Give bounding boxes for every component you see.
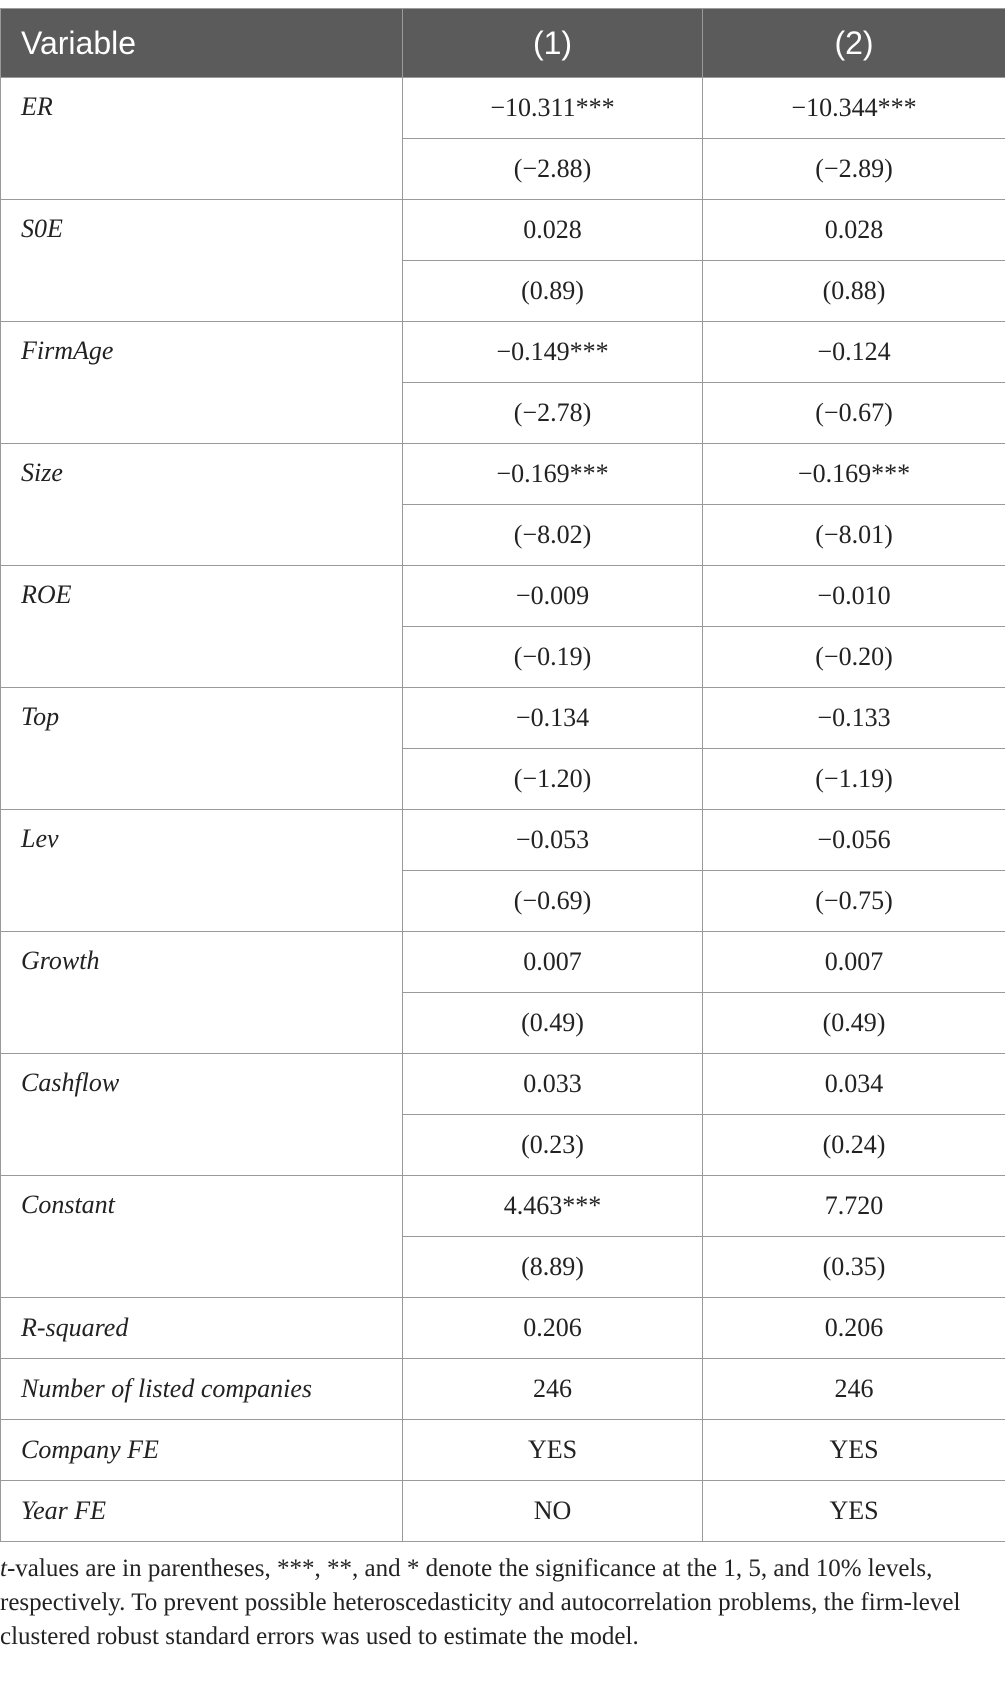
- stat-value-cell: 0.206: [703, 1298, 1005, 1359]
- t-value-cell: (−8.01): [703, 505, 1005, 566]
- coefficient-cell: −10.344***: [703, 78, 1005, 139]
- coefficient-cell: −0.169***: [703, 444, 1005, 505]
- table-row: [1, 688, 1005, 749]
- stat-name: Year FE: [1, 1481, 403, 1542]
- coefficient-cell: −0.134: [403, 688, 703, 749]
- variable-name: ER: [1, 78, 403, 200]
- variable-name: Lev: [1, 810, 403, 932]
- variable-name: FirmAge: [1, 322, 403, 444]
- t-value-cell: (−0.67): [703, 383, 1005, 444]
- table-row: [1, 200, 1005, 261]
- t-value-cell: (0.89): [403, 261, 703, 322]
- stat-row: [1, 1298, 1005, 1359]
- stat-row: [1, 1481, 1005, 1542]
- stat-name: Company FE: [1, 1420, 403, 1481]
- stat-value-cell: 246: [703, 1359, 1005, 1420]
- stat-row: [1, 1359, 1005, 1420]
- table-row: [1, 1054, 1005, 1115]
- t-value-cell: (0.23): [403, 1115, 703, 1176]
- coefficient-cell: −0.133: [703, 688, 1005, 749]
- variable-name: Cashflow: [1, 1054, 403, 1176]
- table-row: [1, 932, 1005, 993]
- coefficient-cell: −10.311***: [403, 78, 703, 139]
- t-value-cell: (0.49): [403, 993, 703, 1054]
- header-variable: Variable: [1, 9, 403, 78]
- t-value-cell: (−0.19): [403, 627, 703, 688]
- footnote-lead: t: [0, 1555, 7, 1582]
- t-value-cell: (−0.69): [403, 871, 703, 932]
- stat-value-cell: 246: [403, 1359, 703, 1420]
- t-value-cell: (0.88): [703, 261, 1005, 322]
- t-value-cell: (0.49): [703, 993, 1005, 1054]
- t-value-cell: (0.24): [703, 1115, 1005, 1176]
- stat-row: [1, 1420, 1005, 1481]
- table-row: [1, 78, 1005, 139]
- t-value-cell: (−0.75): [703, 871, 1005, 932]
- t-value-cell: (−2.78): [403, 383, 703, 444]
- variable-name: Top: [1, 688, 403, 810]
- t-value-cell: (−0.20): [703, 627, 1005, 688]
- variable-name: Growth: [1, 932, 403, 1054]
- stat-name: Number of listed companies: [1, 1359, 403, 1420]
- table-row: [1, 810, 1005, 871]
- table-header: [1, 9, 1005, 78]
- stat-value-cell: 0.206: [403, 1298, 703, 1359]
- header-row: [1, 9, 1005, 78]
- stat-value-cell: YES: [703, 1420, 1005, 1481]
- table-row: [1, 444, 1005, 505]
- t-value-cell: (−1.19): [703, 749, 1005, 810]
- stat-value-cell: YES: [703, 1481, 1005, 1542]
- table-row: [1, 322, 1005, 383]
- regression-results-table: [0, 8, 1005, 1542]
- variable-name: Constant: [1, 1176, 403, 1298]
- header-model-1: (1): [403, 9, 703, 78]
- coefficient-cell: 0.007: [703, 932, 1005, 993]
- variable-name: ROE: [1, 566, 403, 688]
- coefficient-cell: 7.720: [703, 1176, 1005, 1237]
- table-body: [1, 78, 1005, 1542]
- coefficient-cell: −0.010: [703, 566, 1005, 627]
- coefficient-cell: −0.009: [403, 566, 703, 627]
- coefficient-cell: 0.007: [403, 932, 703, 993]
- t-value-cell: (0.35): [703, 1237, 1005, 1298]
- coefficient-cell: 0.028: [703, 200, 1005, 261]
- coefficient-cell: −0.169***: [403, 444, 703, 505]
- t-value-cell: (−2.88): [403, 139, 703, 200]
- header-model-2: (2): [703, 9, 1005, 78]
- stat-value-cell: NO: [403, 1481, 703, 1542]
- coefficient-cell: −0.053: [403, 810, 703, 871]
- t-value-cell: (8.89): [403, 1237, 703, 1298]
- table-footnote: [0, 1552, 1000, 1654]
- coefficient-cell: 0.034: [703, 1054, 1005, 1115]
- coefficient-cell: 4.463***: [403, 1176, 703, 1237]
- coefficient-cell: −0.056: [703, 810, 1005, 871]
- stat-name: R-squared: [1, 1298, 403, 1359]
- footnote-text: -values are in parentheses, ***, **, and * denote the significance at the 1, 5, and 10% levels, respectively. To prevent possible heteroscedasticity and autocorrelation problems, the firm-level clustered robust standard errors was used to estimate the model.: [0, 1555, 961, 1650]
- t-value-cell: (−2.89): [703, 139, 1005, 200]
- coefficient-cell: 0.033: [403, 1054, 703, 1115]
- coefficient-cell: −0.149***: [403, 322, 703, 383]
- table-row: [1, 1176, 1005, 1237]
- t-value-cell: (−8.02): [403, 505, 703, 566]
- t-value-cell: (−1.20): [403, 749, 703, 810]
- variable-name: Size: [1, 444, 403, 566]
- variable-name: S0E: [1, 200, 403, 322]
- regression-table-container: [0, 8, 1005, 1542]
- coefficient-cell: −0.124: [703, 322, 1005, 383]
- table-row: [1, 566, 1005, 627]
- stat-value-cell: YES: [403, 1420, 703, 1481]
- coefficient-cell: 0.028: [403, 200, 703, 261]
